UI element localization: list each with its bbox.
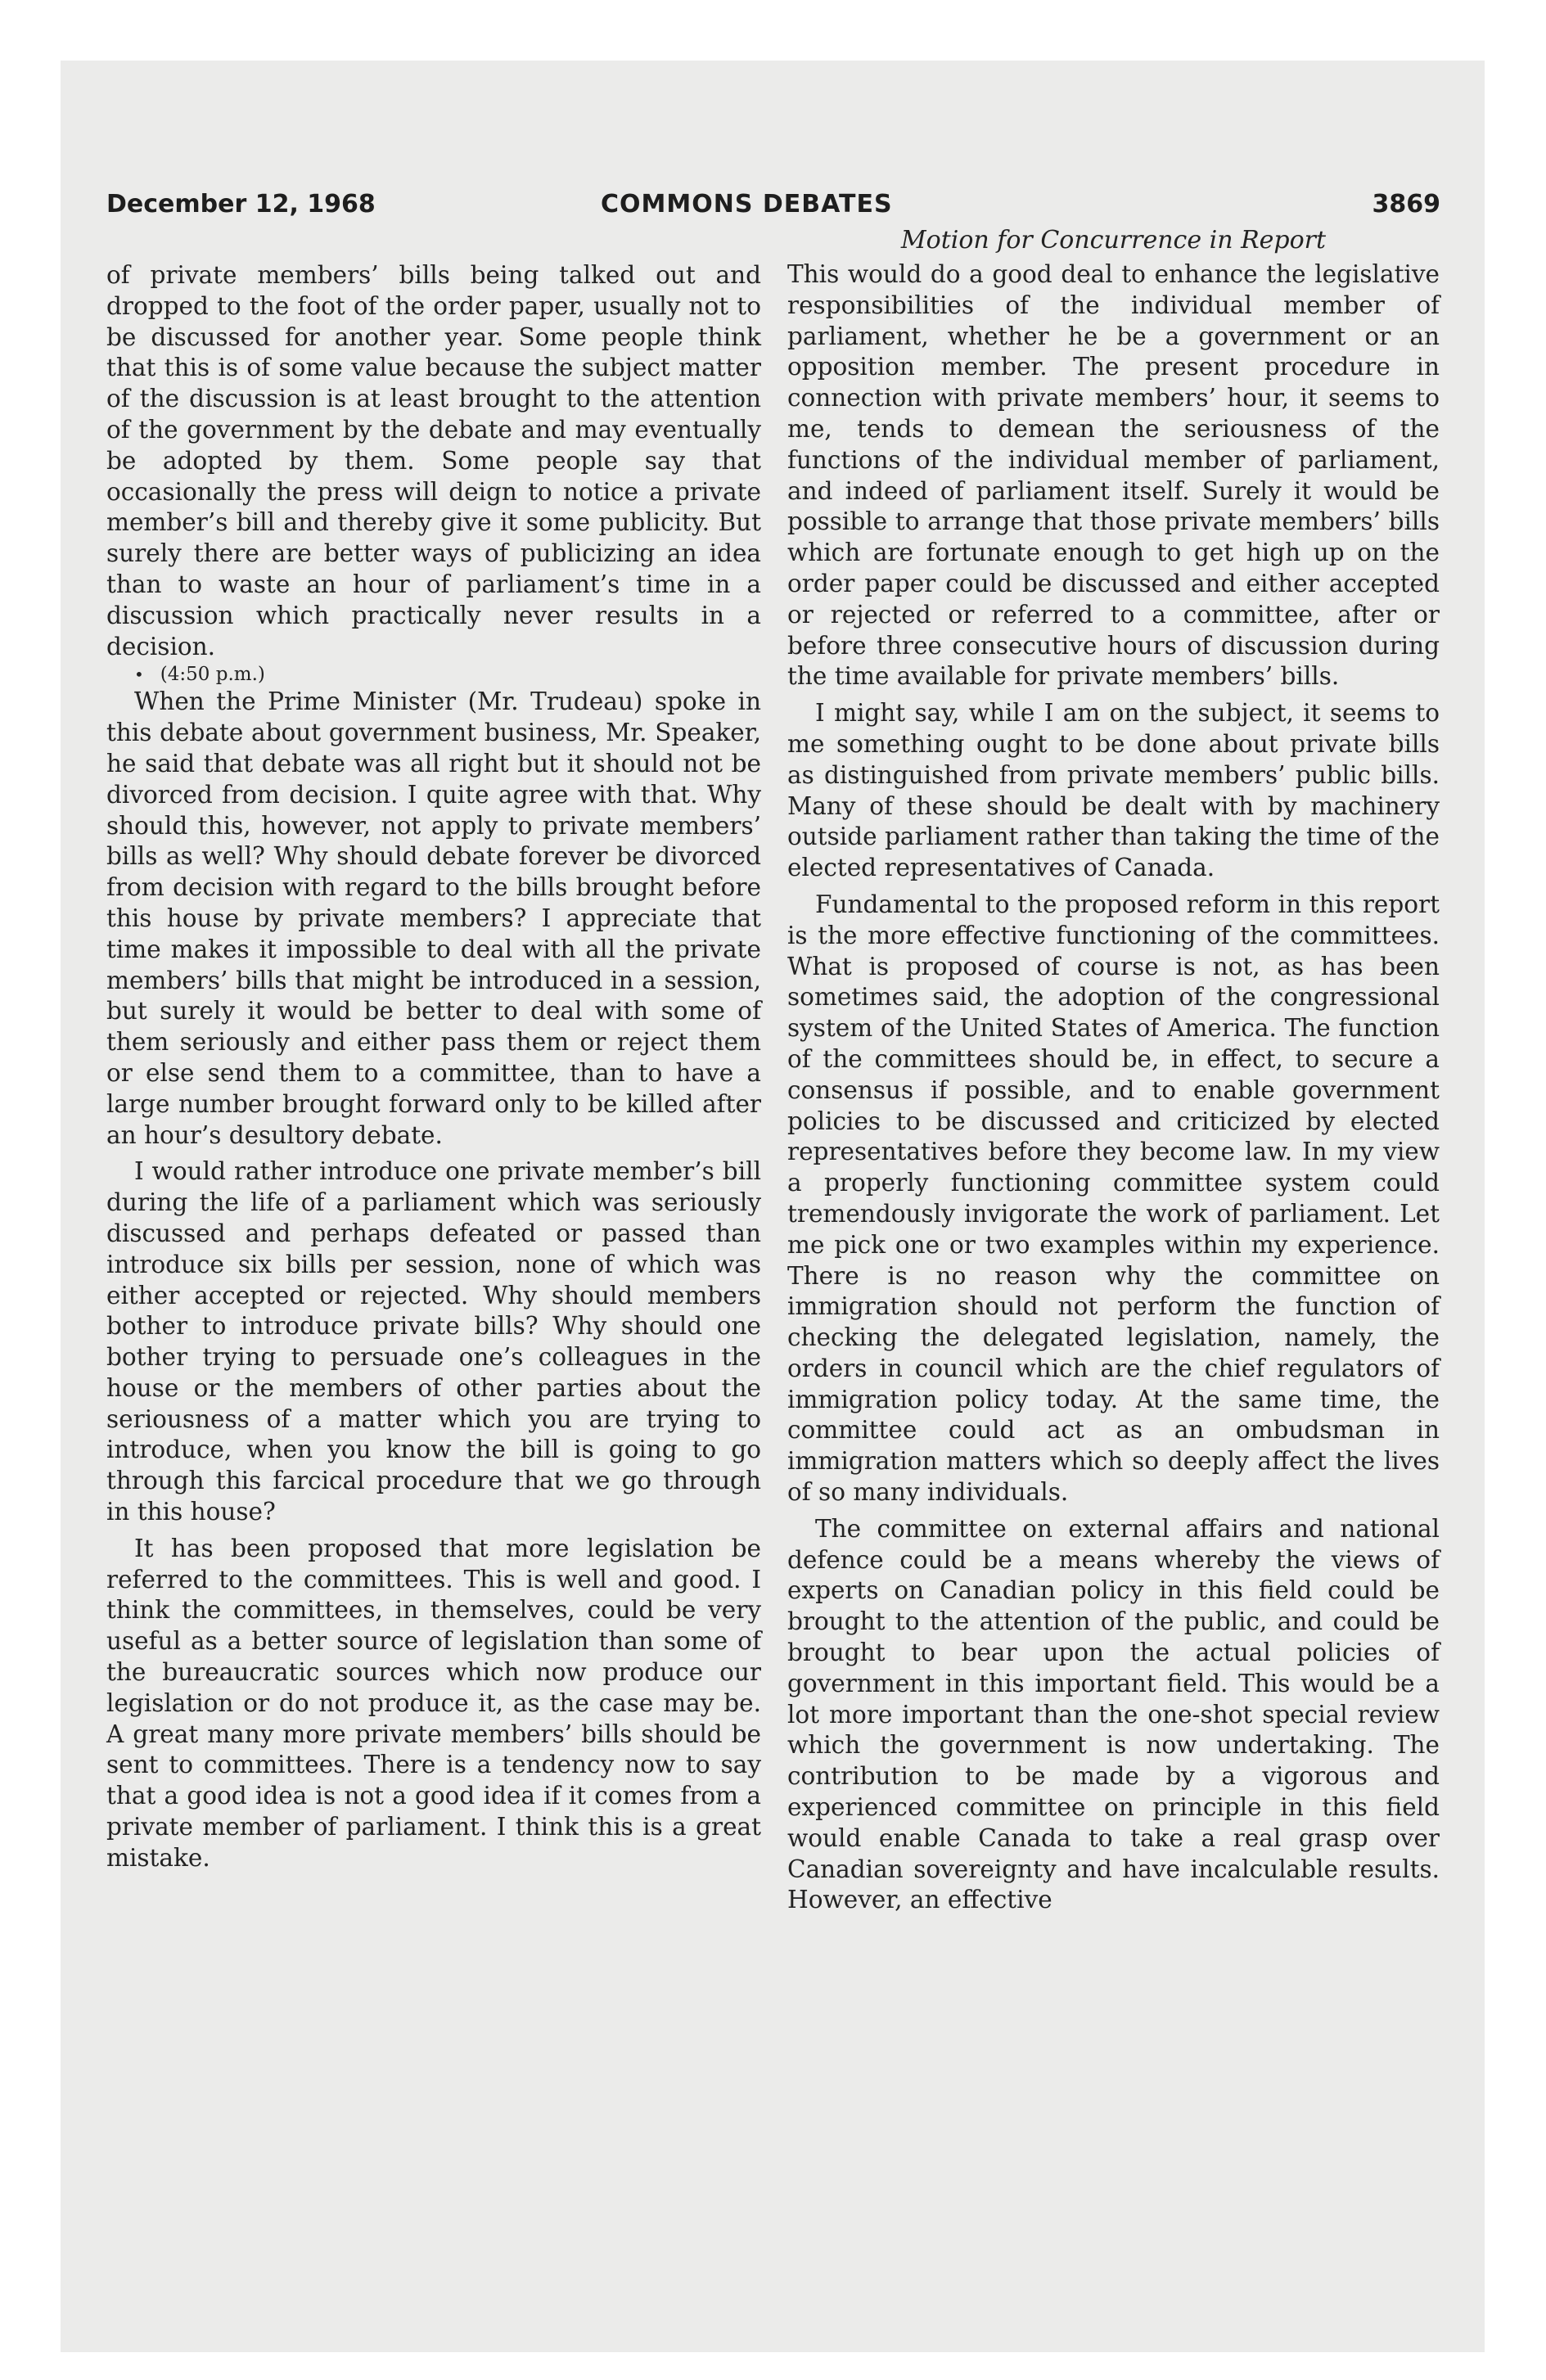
left-paragraph-1: of private members’ bills being talked out and dropped to the foot of the order paper, usually not to be discussed for another year. Some people think that this is of some value because the subject matter of the discussion is at least brought to the attention of the government by the debate and may eventually be adopted by them. Some people say that occasionally the press will deign to notice a private member’s bill and thereby give it some publicity. But surely there are better ways of publicizing an idea than to waste an hour of parliament’s time in a discussion which practically never results in a decision. — [106, 261, 761, 660]
right-paragraph-1: This would do a good deal to enhance the legislative responsibilities of the individual member of parliament, whether he be a government or an opposition member. The present procedure in connection with private members’ hour, it seems to me, tends to demean the seriousness of the functions of the individual member of parliament, and indeed of parliament itself. Surely it would be possible to arrange that those private members’ bills which are fortunate enough to get high up on the order paper could be discussed and either accepted or rejected or referred to a committee, after or before three consecutive hours of discussion during the time available for private members’ bills. — [787, 260, 1440, 691]
right-paragraph-2: I might say, while I am on the subject, it seems to me something ought to be done about private bills as distinguished from private members’ public bills. Many of these should be dealt with by machinery outside parliament rather than taking the time of the elected representatives of Canada. — [787, 699, 1440, 882]
right-paragraph-4: The committee on external affairs and national defence could be a means whereby the views of experts on Canadian policy in this field could be brought to the attention of the public, and could be brought to bear upon the actual policies of government in this important field. This would be a lot more important than the one-shot special review which the government is now undertaking. The contribution to be made by a vigorous and experienced committee on principle in this field would enable Canada to take a real grasp over Canadian sovereignty and have incalculable results. However, an effective — [787, 1514, 1440, 1914]
left-paragraph-3: I would rather introduce one private member’s bill during the life of a parliament which was seriously discussed and perhaps defeated or passed than introduce six bills per session, none of which was either accepted or rejected. Why should members bother to introduce private bills? Why should one bother trying to persuade one’s colleagues in the house or the members of other parties about the seriousness of a matter which you are trying to introduce, when you know the bill is going to go through this farcical procedure that we go through in this house? — [106, 1157, 761, 1526]
header-page-number: 3869 — [1372, 190, 1440, 219]
time-marker — [106, 662, 761, 687]
right-paragraph-3: Fundamental to the proposed reform in this report is the more effective functioning of the committees. What is proposed of course is not, as has been sometimes said, the adoption of the congressional system of the United States of America. The function of the committees should be, in effect, to secure a consensus if possible, and to enable government policies to be discussed and criticized by elected representatives before they become law. In my view a properly functioning committee system could tremendously invigorate the work of parliament. Let me pick one or two examples within my experience. There is no reason why the committee on immigration should not perform the function of checking the delegated legislation, namely, the orders in council which are the chief regulators of immigration policy today. At the same time, the committee could act as an ombudsman in immigration matters which so deeply affect the lives of so many individuals. — [787, 890, 1440, 1507]
right-column — [787, 225, 1440, 1916]
header-date: December 12, 1968 — [106, 190, 376, 219]
section-subhead: Motion for Concurrence in Report — [900, 226, 1327, 255]
time-marker-bullet: • — [134, 665, 144, 685]
time-marker-text: (4:50 p.m.) — [160, 664, 265, 686]
left-column — [106, 260, 761, 1874]
header-title: COMMONS DEBATES — [601, 190, 893, 219]
page-header — [106, 190, 1440, 223]
left-paragraph-2: When the Prime Minister (Mr. Trudeau) spoke in this debate about government business, Mr. Speaker, he said that debate was all right but it should not be divorced from decision. I quite agree with that. Why should this, however, not apply to private members’ bills as well? Why should debate forever be divorced from decision with regard to the bills brought before this house by private members? I appreciate that time makes it impossible to deal with all the private members’ bills that might be introduced in a session, but surely it would be better to deal with some of them seriously and either pass them or reject them or else send them to a committee, than to have a large number brought forward only to be killed after an hour’s desultory debate. — [106, 687, 761, 1149]
left-paragraph-4: It has been proposed that more legislation be referred to the committees. This is well and good. I think the committees, in themselves, could be very useful as a better source of legislation than some of the bureaucratic sources which now produce our legislation or do not produce it, as the case may be. A great many more private members’ bills should be sent to committees. There is a tendency now to say that a good idea is not a good idea if it comes from a private member of parliament. I think this is a great mistake. — [106, 1534, 761, 1872]
